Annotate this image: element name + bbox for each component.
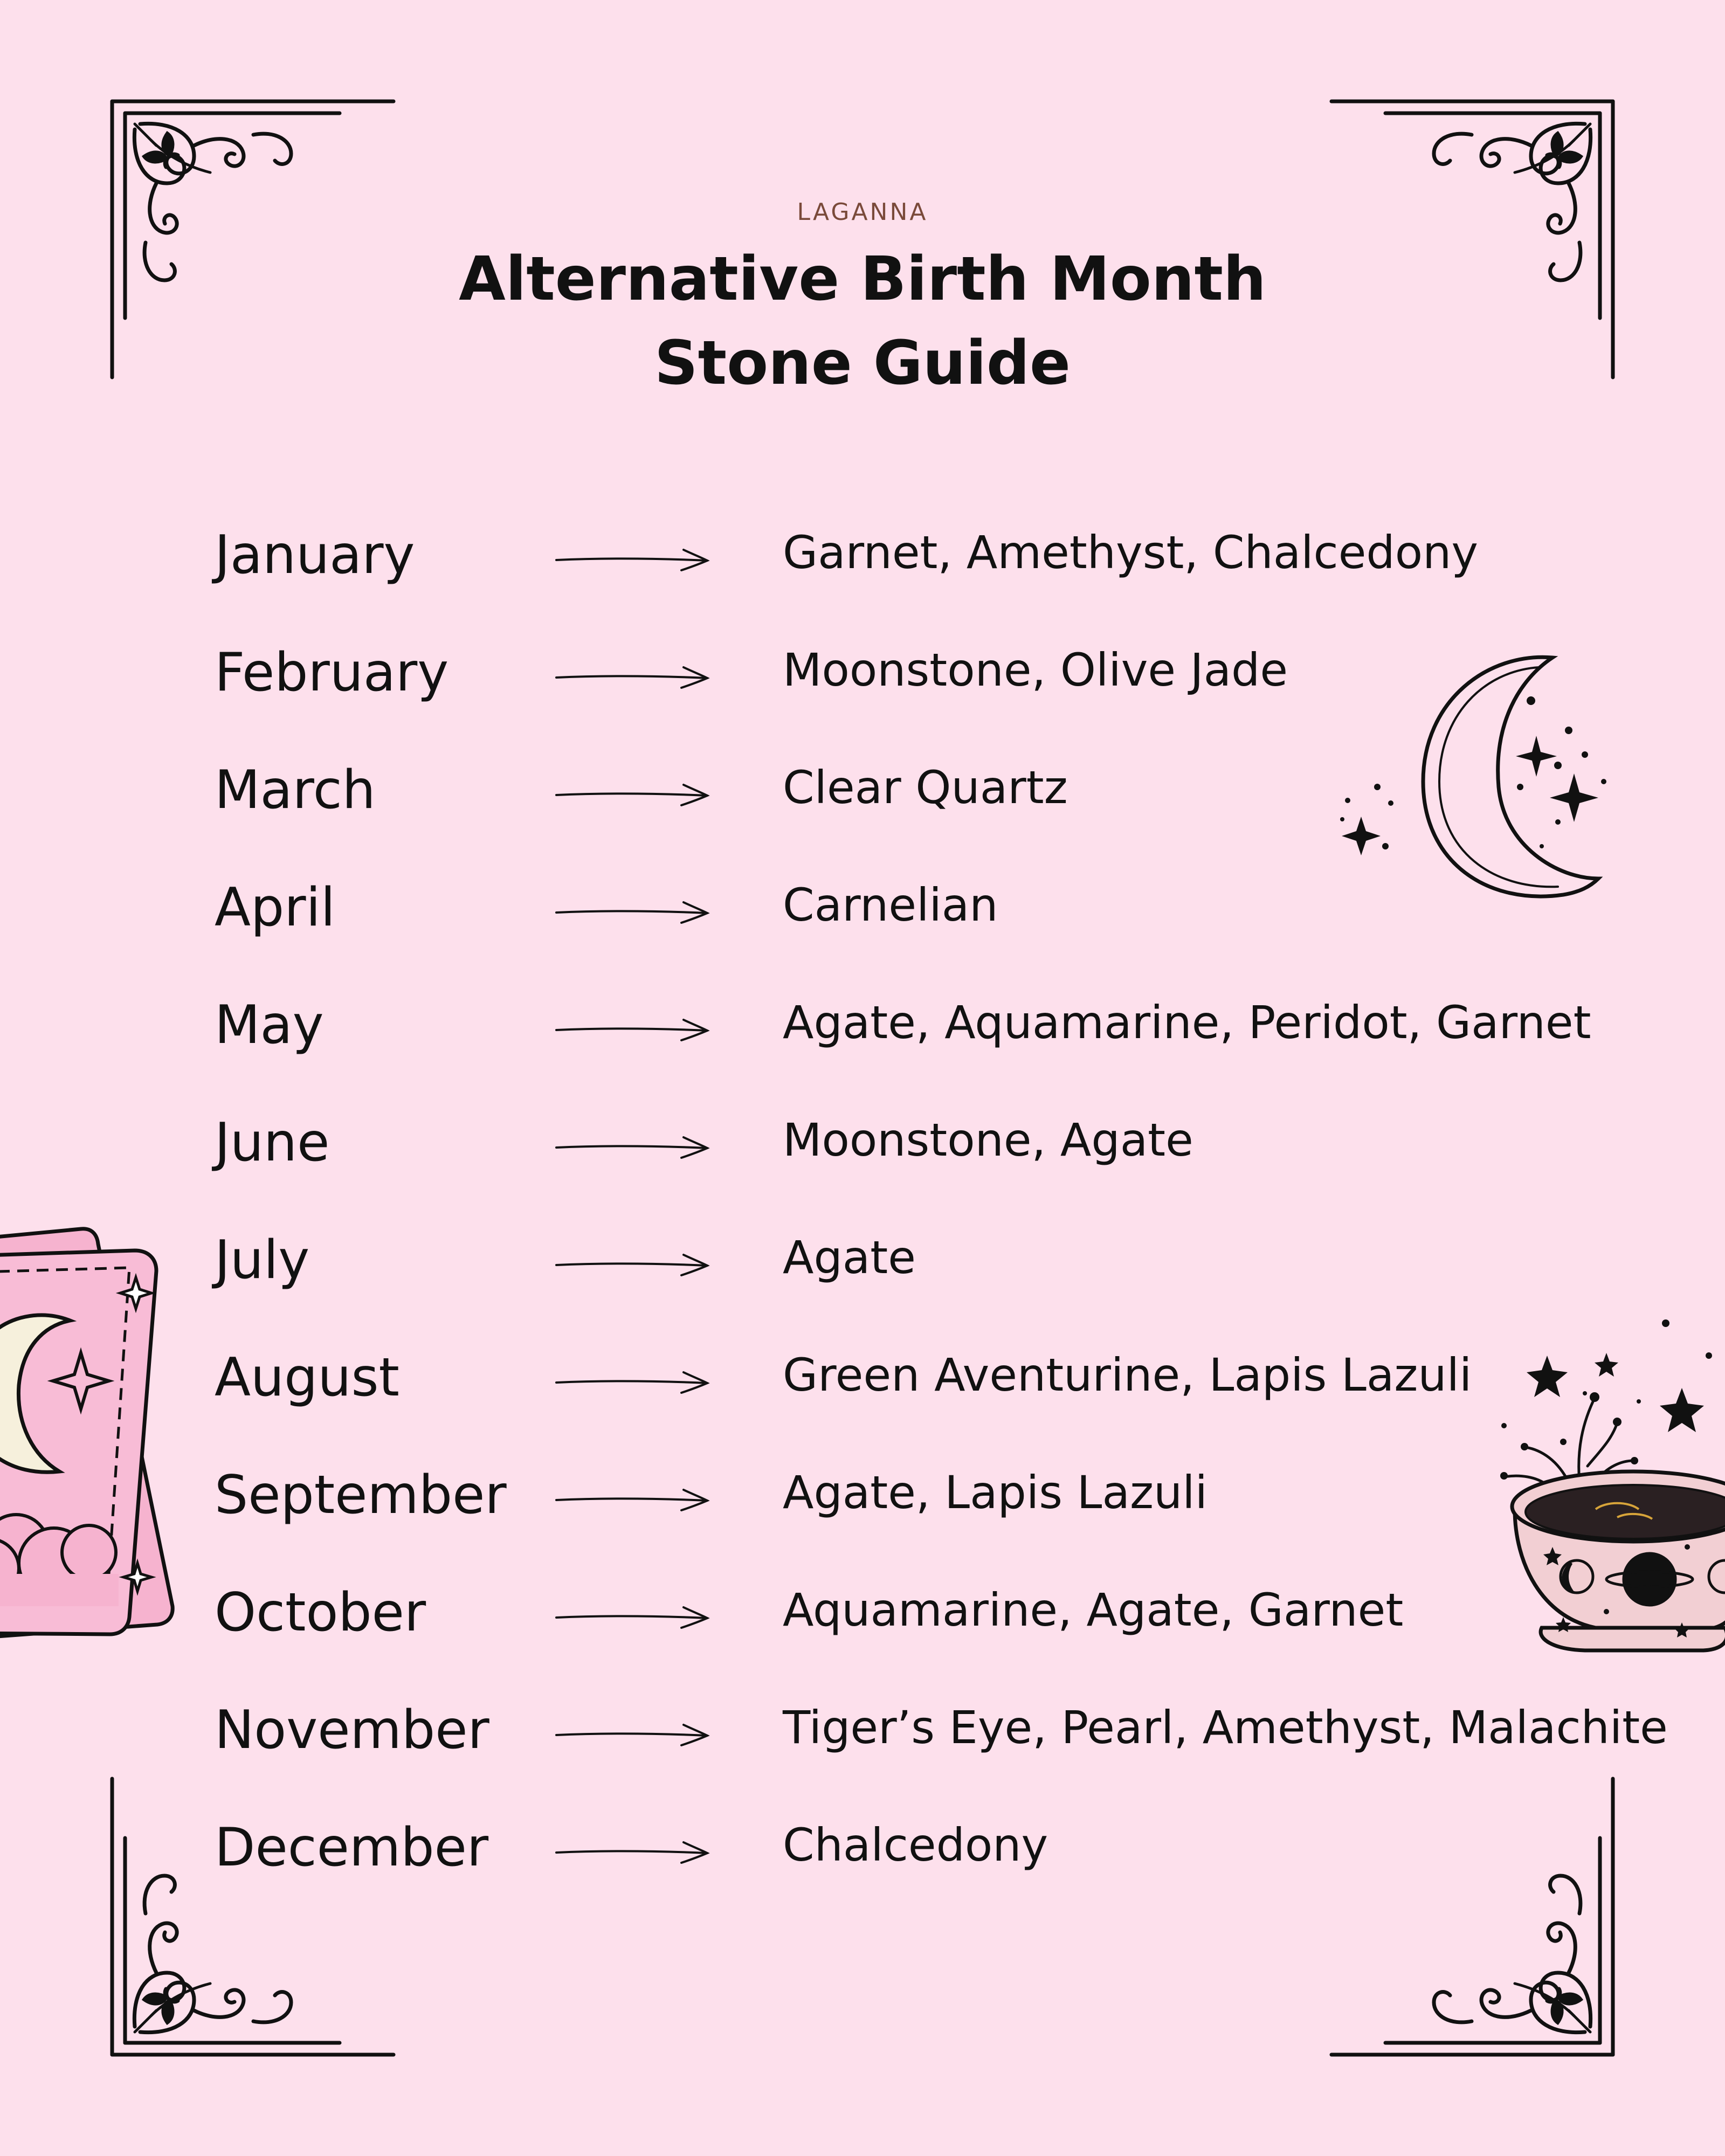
arrow-right-icon <box>555 898 712 925</box>
stone-list: Chalcedony <box>783 1819 1048 1871</box>
arrow-right-icon <box>555 1603 712 1630</box>
tarot-cards-icon <box>0 1218 183 1649</box>
stone-list: Tiger’s Eye, Pearl, Amethyst, Malachite <box>783 1701 1668 1754</box>
arrow-right-icon <box>555 1838 712 1865</box>
stone-list: Agate, Lapis Lazuli <box>783 1466 1208 1519</box>
list-item <box>0 987 1725 1063</box>
month-label: February <box>215 642 449 703</box>
month-label: March <box>215 759 376 821</box>
month-label: December <box>215 1817 489 1878</box>
month-label: May <box>215 994 324 1056</box>
month-label: April <box>215 877 335 938</box>
arrow-right-icon <box>555 1015 712 1042</box>
arrow-right-icon <box>555 1720 712 1747</box>
list-item <box>0 517 1725 593</box>
arrow-right-icon <box>555 780 712 807</box>
month-label: September <box>215 1464 507 1526</box>
list-item <box>0 1692 1725 1768</box>
title-line-2: Stone Guide <box>654 328 1071 398</box>
month-label: January <box>215 524 415 586</box>
arrow-right-icon <box>555 1368 712 1395</box>
arrow-right-icon <box>555 1250 712 1277</box>
stone-list: Agate, Aquamarine, Peridot, Garnet <box>783 996 1591 1049</box>
stone-list: Green Aventurine, Lapis Lazuli <box>783 1349 1472 1401</box>
arrow-right-icon <box>555 545 712 572</box>
month-label: November <box>215 1699 489 1761</box>
month-label: August <box>215 1347 399 1408</box>
stone-list: Aquamarine, Agate, Garnet <box>783 1584 1404 1636</box>
title-line-1: Alternative Birth Month <box>459 244 1266 314</box>
crescent-moon-icon <box>1326 641 1617 922</box>
month-label: June <box>215 1112 330 1173</box>
list-item <box>0 1810 1725 1885</box>
stone-list: Agate <box>783 1231 916 1284</box>
stone-list: Moonstone, Agate <box>783 1114 1193 1166</box>
mystic-teacup-icon <box>1455 1304 1725 1682</box>
stone-list: Clear Quartz <box>783 761 1068 814</box>
month-label: October <box>215 1582 426 1643</box>
arrow-right-icon <box>555 1485 712 1512</box>
stone-list: Garnet, Amethyst, Chalcedony <box>783 526 1479 579</box>
stone-list: Moonstone, Olive Jade <box>783 644 1288 696</box>
list-item <box>0 1105 1725 1180</box>
list-item <box>0 1222 1725 1298</box>
arrow-right-icon <box>555 663 712 690</box>
stone-list: Carnelian <box>783 879 998 931</box>
brand-name: LAGANNA <box>797 198 928 226</box>
month-label: July <box>215 1229 310 1291</box>
arrow-right-icon <box>555 1133 712 1160</box>
